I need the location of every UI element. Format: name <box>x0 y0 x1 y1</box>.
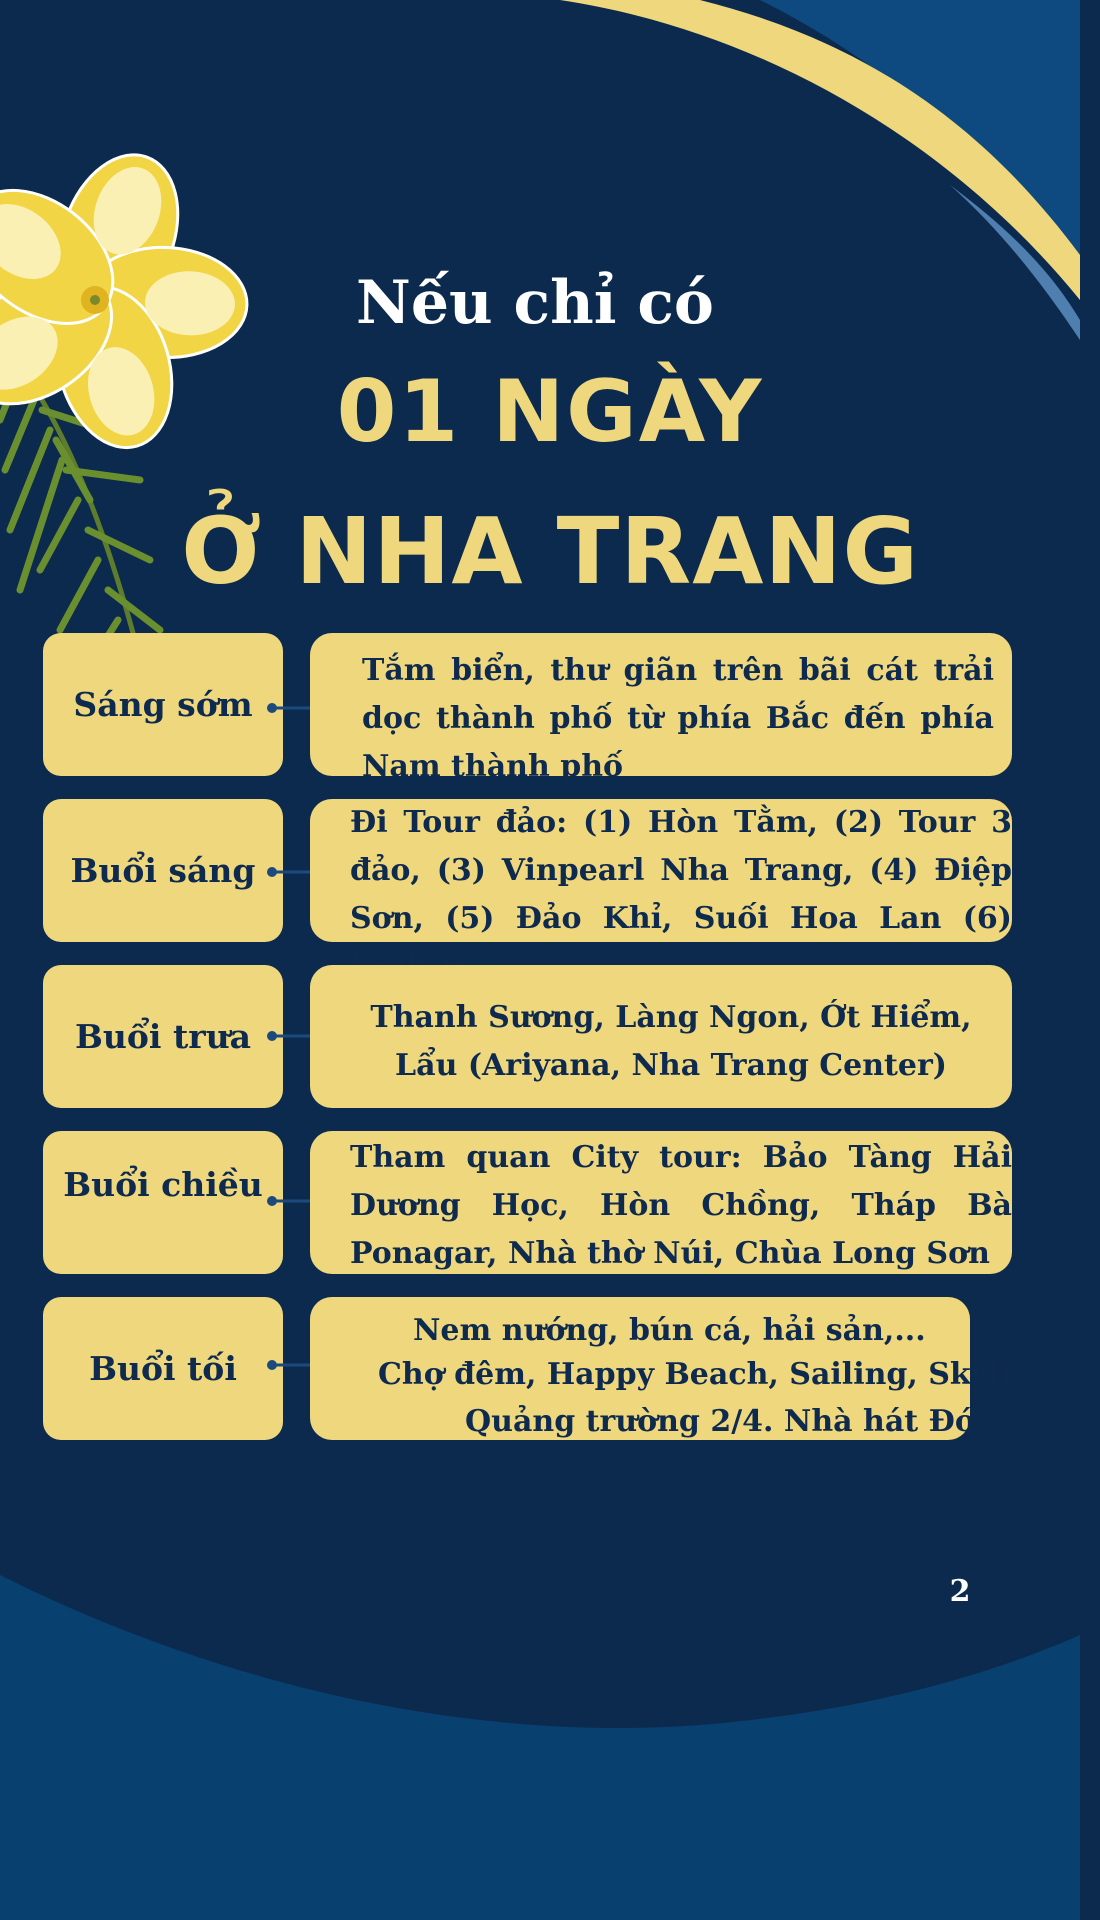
activity-early-morning: Tắm biển, thư giãn trên bãi cát trải dọc thành phố từ phía Bắc đến phía Nam thành phố <box>310 633 1012 776</box>
activity-evening-line-1: Nem nướng, bún cá, hải sản,... <box>413 1313 926 1348</box>
time-label-evening: Buổi tối <box>43 1297 283 1440</box>
time-label-morning: Buổi sáng <box>43 799 283 942</box>
activity-evening <box>310 1297 1011 1440</box>
activity-morning: Đi Tour đảo: (1) Hòn Tằm, (2) Tour 3 đảo, (3) Vinpearl Nha Trang, (4) Điệp Sơn, (5) Đảo Khỉ, Suối Hoa Lan (6) <box>310 799 1012 942</box>
time-label-noon: Buổi trưa <box>43 965 283 1108</box>
time-label-afternoon: Buổi chiều <box>43 1131 283 1274</box>
title-line-1: 01 NGÀY <box>336 362 764 462</box>
subtitle: Nếu chỉ có <box>356 268 714 338</box>
time-label-early-morning: Sáng sớm <box>43 633 283 776</box>
activity-noon: Thanh Sương, Làng Ngon, Ớt Hiểm, Lẩu (Ariyana, Nha Trang Center) <box>310 965 1012 1108</box>
page-number: 2 <box>949 1574 971 1609</box>
title-line-2: Ở NHA TRANG <box>181 498 919 605</box>
activity-evening-line-2: Chợ đêm, Happy Beach, Sailing, Skyli <box>378 1357 1011 1392</box>
activity-afternoon: Tham quan City tour: Bảo Tàng Hải Dương Học, Hòn Chồng, Tháp Bà Ponagar, Nhà thờ Núi, Chùa Long Sơn <box>310 1131 1012 1274</box>
activity-evening-line-3: Quảng trường 2/4. Nhà hát Đó <box>465 1404 975 1439</box>
